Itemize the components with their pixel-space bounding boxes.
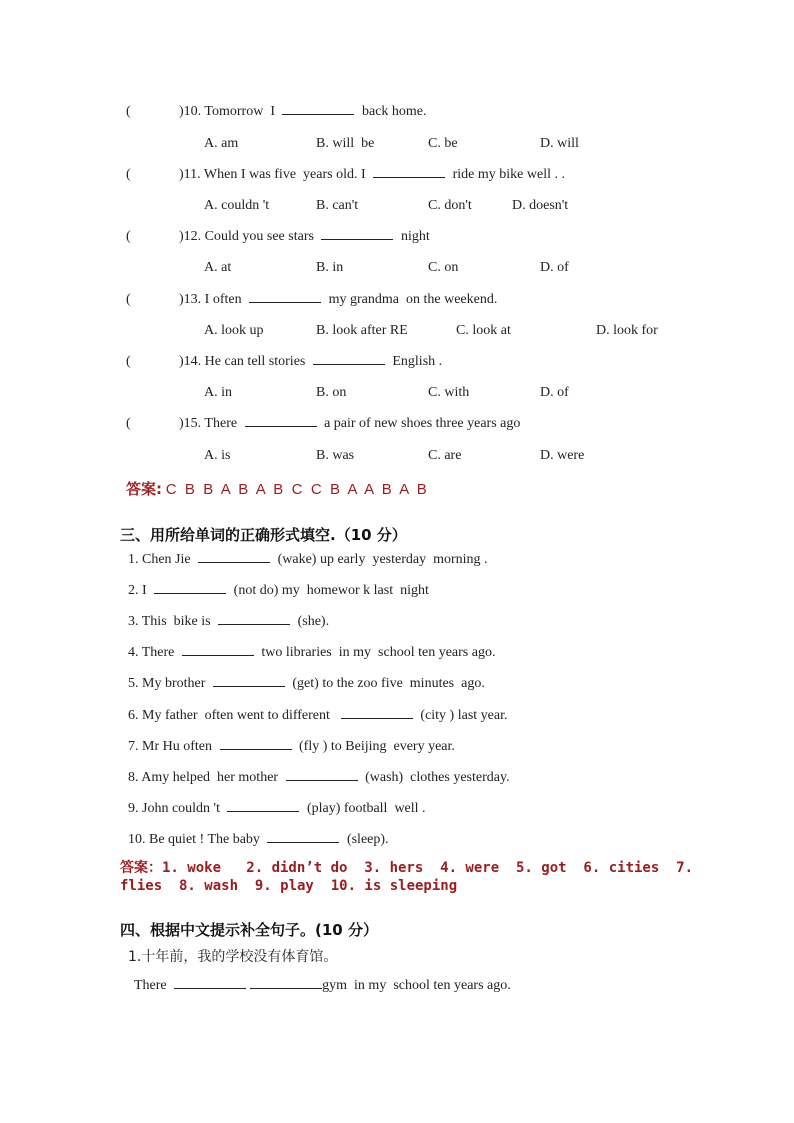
fill-item-1: 1. Chen Jie (wake) up early yesterday morning . — [128, 552, 488, 567]
answer-paren: ( — [126, 229, 131, 244]
section2-answer-key — [126, 478, 427, 499]
option-a: A. couldn 't — [204, 198, 270, 213]
fill-item-10: 10. Be quiet ! The baby (sleep). — [128, 832, 389, 847]
blank-line — [249, 301, 321, 303]
section4-item1-chinese: 1.十年前，我的学校没有体育馆。 — [128, 949, 338, 965]
question-text: )15. There a pair of new shoes three years ago — [179, 416, 521, 431]
option-c: C. don't — [428, 198, 472, 213]
option-b: B. in — [316, 260, 344, 275]
option-c: C. are — [428, 448, 462, 463]
blank-line — [245, 425, 317, 427]
option-b: B. on — [316, 385, 347, 400]
question-text: )12. Could you see stars night — [179, 229, 430, 244]
answer-text: C B B A B A B C C B A A B A B — [165, 481, 427, 498]
option-c: C. look at — [456, 323, 511, 338]
fill-item-4: 4. There two libraries in my school ten years ago. — [128, 645, 496, 660]
section3-heading: 三、用所给单词的正确形式填空.（10 分） — [120, 526, 407, 544]
question-text: )11. When I was five years old. I ride my bike well . . — [179, 167, 565, 182]
blank-line — [313, 363, 385, 365]
question-text: )13. I often my grandma on the weekend. — [179, 292, 498, 307]
option-a: A. am — [204, 136, 239, 151]
answer-paren: ( — [126, 354, 131, 369]
option-d: D. look for — [596, 323, 658, 338]
section4-item1-sentence: There gym in my school ten years ago. — [134, 978, 511, 993]
option-d: D. of — [540, 385, 569, 400]
question-text: )14. He can tell stories English . — [179, 354, 443, 369]
fill-item-8: 8. Amy helped her mother (wash) clothes yesterday. — [128, 770, 510, 785]
option-a: A. is — [204, 448, 231, 463]
fill-item-2: 2. I (not do) my homewor k last night — [128, 583, 429, 598]
fill-item-7: 7. Mr Hu often (fly ) to Beijing every year. — [128, 739, 455, 754]
option-a: A. in — [204, 385, 232, 400]
option-d: D. were — [540, 448, 585, 463]
answer-paren: ( — [126, 167, 131, 182]
option-c: C. be — [428, 136, 458, 151]
answer-paren: ( — [126, 104, 131, 119]
option-a: A. look up — [204, 323, 264, 338]
option-c: C. with — [428, 385, 470, 400]
option-b: B. will be — [316, 136, 375, 151]
option-b: B. can't — [316, 198, 359, 213]
section3-answer-line1: 答案：1. woke 2. didn’t do 3. hers 4. were 5. got 6. cities 7. — [120, 860, 694, 876]
section4-heading: 四、根据中文提示补全句子。(10 分） — [120, 921, 378, 939]
option-c: C. on — [428, 260, 459, 275]
blank-line — [282, 113, 354, 115]
fill-item-9: 9. John couldn 't (play) football well . — [128, 801, 426, 816]
fill-item-3: 3. This bike is (she). — [128, 614, 330, 629]
answer-paren: ( — [126, 292, 131, 307]
fill-item-6: 6. My father often went to different (city ) last year. — [128, 708, 508, 723]
option-d: D. doesn't — [512, 198, 569, 213]
option-b: B. look after RE — [316, 323, 408, 338]
blank-line — [373, 176, 445, 178]
section3-answer-line2: flies 8. wash 9. play 10. is sleeping — [120, 878, 458, 894]
answer-paren: ( — [126, 416, 131, 431]
question-text: )10. Tomorrow I back home. — [179, 104, 427, 119]
answer-label: 答案: — [126, 480, 162, 498]
blank-line — [321, 238, 393, 240]
option-a: A. at — [204, 260, 232, 275]
option-d: D. will — [540, 136, 579, 151]
fill-item-5: 5. My brother (get) to the zoo five minutes ago. — [128, 676, 485, 691]
option-d: D. of — [540, 260, 569, 275]
option-b: B. was — [316, 448, 355, 463]
